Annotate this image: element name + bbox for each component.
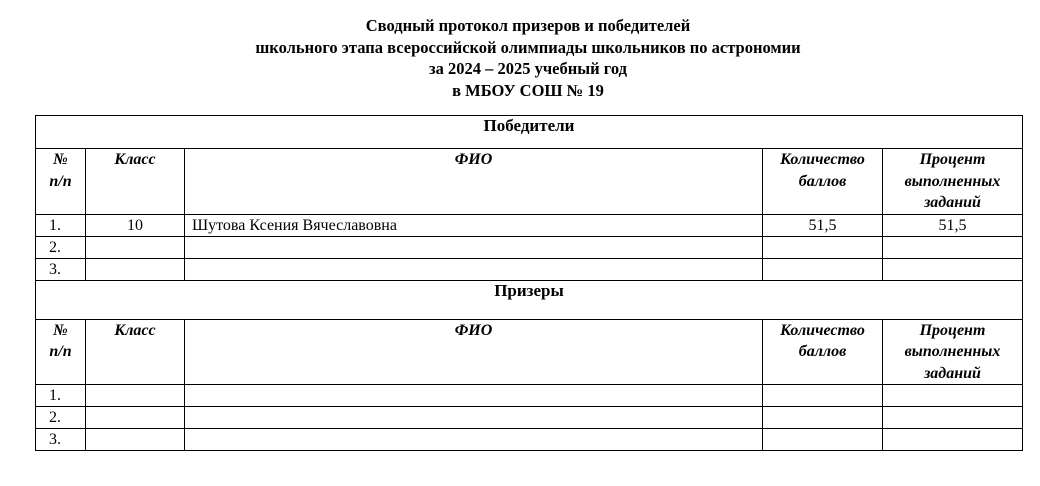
row-class xyxy=(86,429,185,451)
header-score xyxy=(763,319,883,385)
row-class: 10 xyxy=(86,214,185,236)
header-score-line-2: баллов xyxy=(798,172,847,190)
winners-column-headers xyxy=(36,149,1023,215)
row-fio xyxy=(185,385,763,407)
row-score xyxy=(763,407,883,429)
title-line-1: Сводный протокол призеров и победителей xyxy=(365,16,691,35)
row-class xyxy=(86,236,185,258)
row-percent xyxy=(883,385,1023,407)
header-percent xyxy=(883,149,1023,215)
winners-section-header xyxy=(36,116,1023,149)
table-row xyxy=(36,236,1023,258)
header-class: Класс xyxy=(86,319,185,385)
header-percent xyxy=(883,319,1023,385)
prizewinners-heading: Призеры xyxy=(36,280,1023,319)
row-class xyxy=(86,385,185,407)
header-percent-line-3: заданий xyxy=(924,364,981,382)
prizewinners-section-header xyxy=(36,280,1023,319)
row-class xyxy=(86,258,185,280)
row-num: 2. xyxy=(36,407,86,429)
header-class: Класс xyxy=(86,149,185,215)
table-row xyxy=(36,429,1023,451)
row-fio xyxy=(185,407,763,429)
row-num: 3. xyxy=(36,258,86,280)
row-fio: Шутова Ксения Вячеславовна xyxy=(185,214,763,236)
header-percent-line-1: Процент xyxy=(919,321,986,339)
row-score xyxy=(763,236,883,258)
header-num-line-1: № xyxy=(53,151,68,168)
header-score-line-1: Количество xyxy=(780,321,865,339)
row-class xyxy=(86,407,185,429)
winners-heading: Победители xyxy=(36,116,1023,149)
row-score xyxy=(763,429,883,451)
header-num-line-2: п/п xyxy=(49,343,72,360)
row-fio xyxy=(185,258,763,280)
row-percent xyxy=(883,429,1023,451)
row-num: 1. xyxy=(36,385,86,407)
header-percent-line-2: выполненных xyxy=(904,172,1001,190)
table-row xyxy=(36,258,1023,280)
header-score-line-1: Количество xyxy=(780,151,865,168)
title-line-4: в МБОУ СОШ № 19 xyxy=(452,80,604,100)
row-percent xyxy=(883,236,1023,258)
title-line-3: за 2024 – 2025 учебный год xyxy=(429,59,627,78)
header-percent-line-2: выполненных xyxy=(904,343,1001,360)
table-row xyxy=(36,385,1023,407)
row-score: 51,5 xyxy=(763,214,883,236)
row-percent xyxy=(883,407,1023,429)
header-fio: ФИО xyxy=(185,149,763,215)
header-num xyxy=(36,319,86,385)
row-num: 1. xyxy=(36,214,86,236)
results-table xyxy=(35,115,1023,451)
header-score xyxy=(763,149,883,215)
header-num-line-1: № xyxy=(53,321,68,339)
header-score-line-2: баллов xyxy=(798,343,847,360)
header-fio: ФИО xyxy=(185,319,763,385)
header-num-line-2: п/п xyxy=(49,172,72,190)
header-num xyxy=(36,149,86,215)
row-fio xyxy=(185,429,763,451)
row-percent: 51,5 xyxy=(883,214,1023,236)
row-num: 2. xyxy=(36,236,86,258)
table-row xyxy=(36,214,1023,236)
row-score xyxy=(763,258,883,280)
document-title xyxy=(0,15,1040,101)
table-row xyxy=(36,407,1023,429)
row-score xyxy=(763,385,883,407)
row-fio xyxy=(185,236,763,258)
prizewinners-column-headers xyxy=(36,319,1023,385)
header-percent-line-1: Процент xyxy=(919,151,986,168)
row-percent xyxy=(883,258,1023,280)
row-num: 3. xyxy=(36,429,86,451)
header-percent-line-3: заданий xyxy=(924,194,981,211)
title-line-2: школьного этапа всероссийской олимпиады школьников по астрономии xyxy=(255,37,801,57)
